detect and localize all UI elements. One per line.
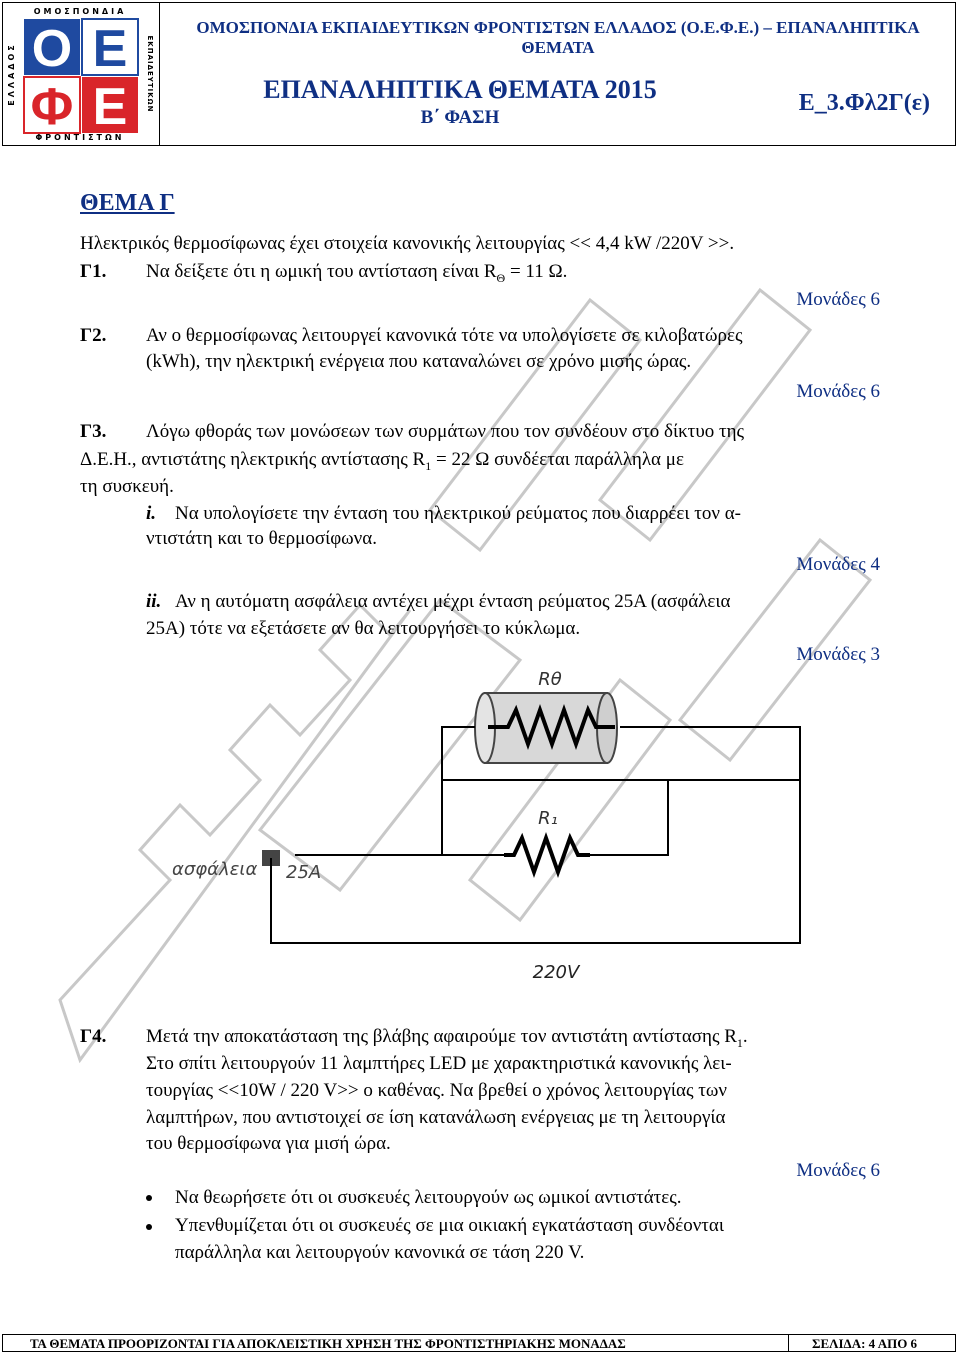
g4-line5: του θερμοσίφωνα για μισή ώρα.	[146, 1133, 391, 1154]
header-org-line: ΟΜΟΣΠΟΝΔΙΑ ΕΚΠΑΙΔΕΥΤΙΚΩΝ ΦΡΟΝΤΙΣΤΩΝ ΕΛΛΑΔΟΣ (Ο.Ε.Φ.Ε.) – ΕΠΑΝΑΛΗΠΤΙΚΑ ΘΕΜΑΤΑ	[196, 18, 920, 57]
g3-line2a: Δ.Ε.Η., αντιστάτης ηλεκτρικής αντίστασης R	[80, 449, 426, 470]
g3-ii-marks: Μονάδες 3	[796, 644, 880, 665]
svg-text:ΟΜΟΣΠΟΝΔΙΑ: ΟΜΟΣΠΟΝΔΙΑ	[33, 7, 127, 16]
g1-text	[146, 258, 567, 292]
g3-ii-line2: 25Α) τότε να εξετάσετε αν θα λειτουργήσει το κύκλωμα.	[146, 618, 581, 639]
g2-line1: Αν ο θερμοσίφωνας λειτουργεί κανονικά τότε να υπολογίσετε σε κιλοβατώρες	[146, 325, 743, 346]
note-bullet-2	[146, 1224, 152, 1230]
footer-divider	[788, 1334, 789, 1352]
note-bullet-1	[146, 1195, 152, 1201]
oefe-logo	[2, 2, 160, 146]
g4-marks: Μονάδες 6	[796, 1160, 880, 1181]
header-code: Ε_3.Φλ2Γ(ε)	[798, 90, 930, 116]
r1-label: R₁	[538, 808, 558, 829]
g1-label: Γ1.	[80, 261, 107, 282]
logo-letter-o: Ο	[31, 20, 73, 78]
g2-label: Γ2.	[80, 325, 107, 346]
g3-line1: Λόγω φθοράς των μονώσεων των συρμάτων που τον συνδέουν στο δίκτυο της	[146, 421, 745, 442]
g4-line3: τουργίας <<10W / 220 V>> ο καθένας. Να βρεθεί ο χρόνος λειτουργίας των	[146, 1080, 727, 1101]
logo-letter-f: Φ	[30, 78, 74, 136]
g1-text-b: = 11 Ω.	[505, 261, 568, 282]
g3-ii-line1: Αν η αυτόματη ασφάλεια αντέχει μέχρι ένταση ρεύματος 25Α (ασφάλεια	[175, 591, 731, 612]
g3-line2-sub: 1	[425, 458, 432, 473]
g4-line1-sub: 1	[736, 1035, 743, 1050]
svg-text:ΕΚΠΑΙΔΕΥΤΙΚΩΝ: ΕΚΠΑΙΔΕΥΤΙΚΩΝ	[146, 35, 154, 113]
g3-i-line1: Να υπολογίσετε την ένταση του ηλεκτρικού ρεύματος που διαρρέει τον α-	[175, 503, 741, 524]
fuse-rating-label: 25A	[286, 862, 322, 883]
g2-marks: Μονάδες 6	[796, 381, 880, 402]
source-voltage-label: 220V	[532, 962, 580, 983]
g4-line4: λαμπτήρων, που αντιστοιχεί σε ίση κατανάλωση ενέργειας με τη λειτουργία	[146, 1107, 726, 1128]
note-2-line1: Υπενθυμίζεται ότι οι συσκευές σε μια οικιακή εγκατάσταση συνδέονται	[175, 1215, 724, 1236]
svg-text:ΦΡΟΝΤΙΣΤΩΝ: ΦΡΟΝΤΙΣΤΩΝ	[35, 133, 125, 142]
footer-page-number: ΣΕΛΙΔΑ: 4 ΑΠΟ 6	[812, 1336, 918, 1351]
note-2-line2: παράλληλα και λειτουργούν κανονικά σε τάση 220 V.	[175, 1242, 585, 1263]
fuse-label: ασφάλεια	[172, 859, 258, 880]
note-1: Να θεωρήσετε ότι οι συσκευές λειτουργούν ως ωμικοί αντιστάτες.	[175, 1187, 682, 1208]
logo-letter-e1: Ε	[92, 20, 128, 78]
g1-text-a: Να δείξετε ότι η ωμική του αντίσταση είναι R	[146, 261, 497, 282]
g3-label: Γ3.	[80, 421, 107, 442]
g4-line1a: Μετά την αποκατάσταση της βλάβης αφαιρούμε τον αντιστάτη αντίστασης R	[146, 1026, 737, 1047]
g3-line2b: = 22 Ω συνδέεται παράλληλα με	[431, 449, 684, 470]
svg-text:ΕΛΛΑΔΟΣ: ΕΛΛΑΔΟΣ	[7, 42, 16, 106]
oefe-logo-graphic	[2, 2, 158, 144]
footer-disclaimer: ΤΑ ΘΕΜΑΤΑ ΠΡΟΟΡΙΖΟΝΤΑΙ ΓΙΑ ΑΠΟΚΛΕΙΣΤΙΚΗ ΧΡΗΣΗ ΤΗΣ ΦΡΟΝΤΙΣΤΗΡΙΑΚΗΣ ΜΟΝΑΔΑΣ	[30, 1336, 626, 1351]
logo-letter-e2: Ε	[92, 78, 128, 136]
g2-line2: (kWh), την ηλεκτρική ενέργεια που καταναλώνει σε χρόνο μισής ώρας.	[146, 351, 692, 372]
wire-r1-right	[590, 780, 668, 855]
theme-title: ΘΕΜΑ Γ	[80, 190, 175, 216]
g3-ii-label: ii.	[146, 591, 162, 612]
g3-i-label: i.	[146, 503, 157, 524]
intro-text: Ηλεκτρικός θερμοσίφωνας έχει στοιχεία κανονικής λειτουργίας << 4,4 kW /220V >>.	[80, 233, 735, 254]
r-theta-label: Rθ	[538, 669, 562, 690]
g4-label: Γ4.	[80, 1026, 107, 1047]
g3-line3: τη συσκευή.	[80, 476, 174, 497]
wire-left	[295, 780, 442, 855]
g1-sub: Θ	[496, 270, 506, 285]
wire-outer	[271, 780, 800, 943]
g3-i-marks: Μονάδες 4	[796, 554, 880, 575]
g4-line2: Στο σπίτι λειτουργούν 11 λαμπτήρες LED με χαρακτηριστικά κανονικής λει-	[146, 1053, 732, 1074]
header-subtitle: Β΄ ΦΑΣΗ	[420, 107, 500, 128]
circuit-diagram	[120, 660, 840, 990]
g3-i-line2: ντιστάτη και το θερμοσίφωνα.	[146, 528, 377, 549]
header-title: ΕΠΑΝΑΛΗΠΤΙΚΑ ΘΕΜΑΤΑ 2015	[263, 75, 657, 104]
g1-marks: Μονάδες 6	[796, 289, 880, 310]
g4-line1b: .	[742, 1026, 748, 1047]
r1-resistor	[504, 838, 590, 872]
